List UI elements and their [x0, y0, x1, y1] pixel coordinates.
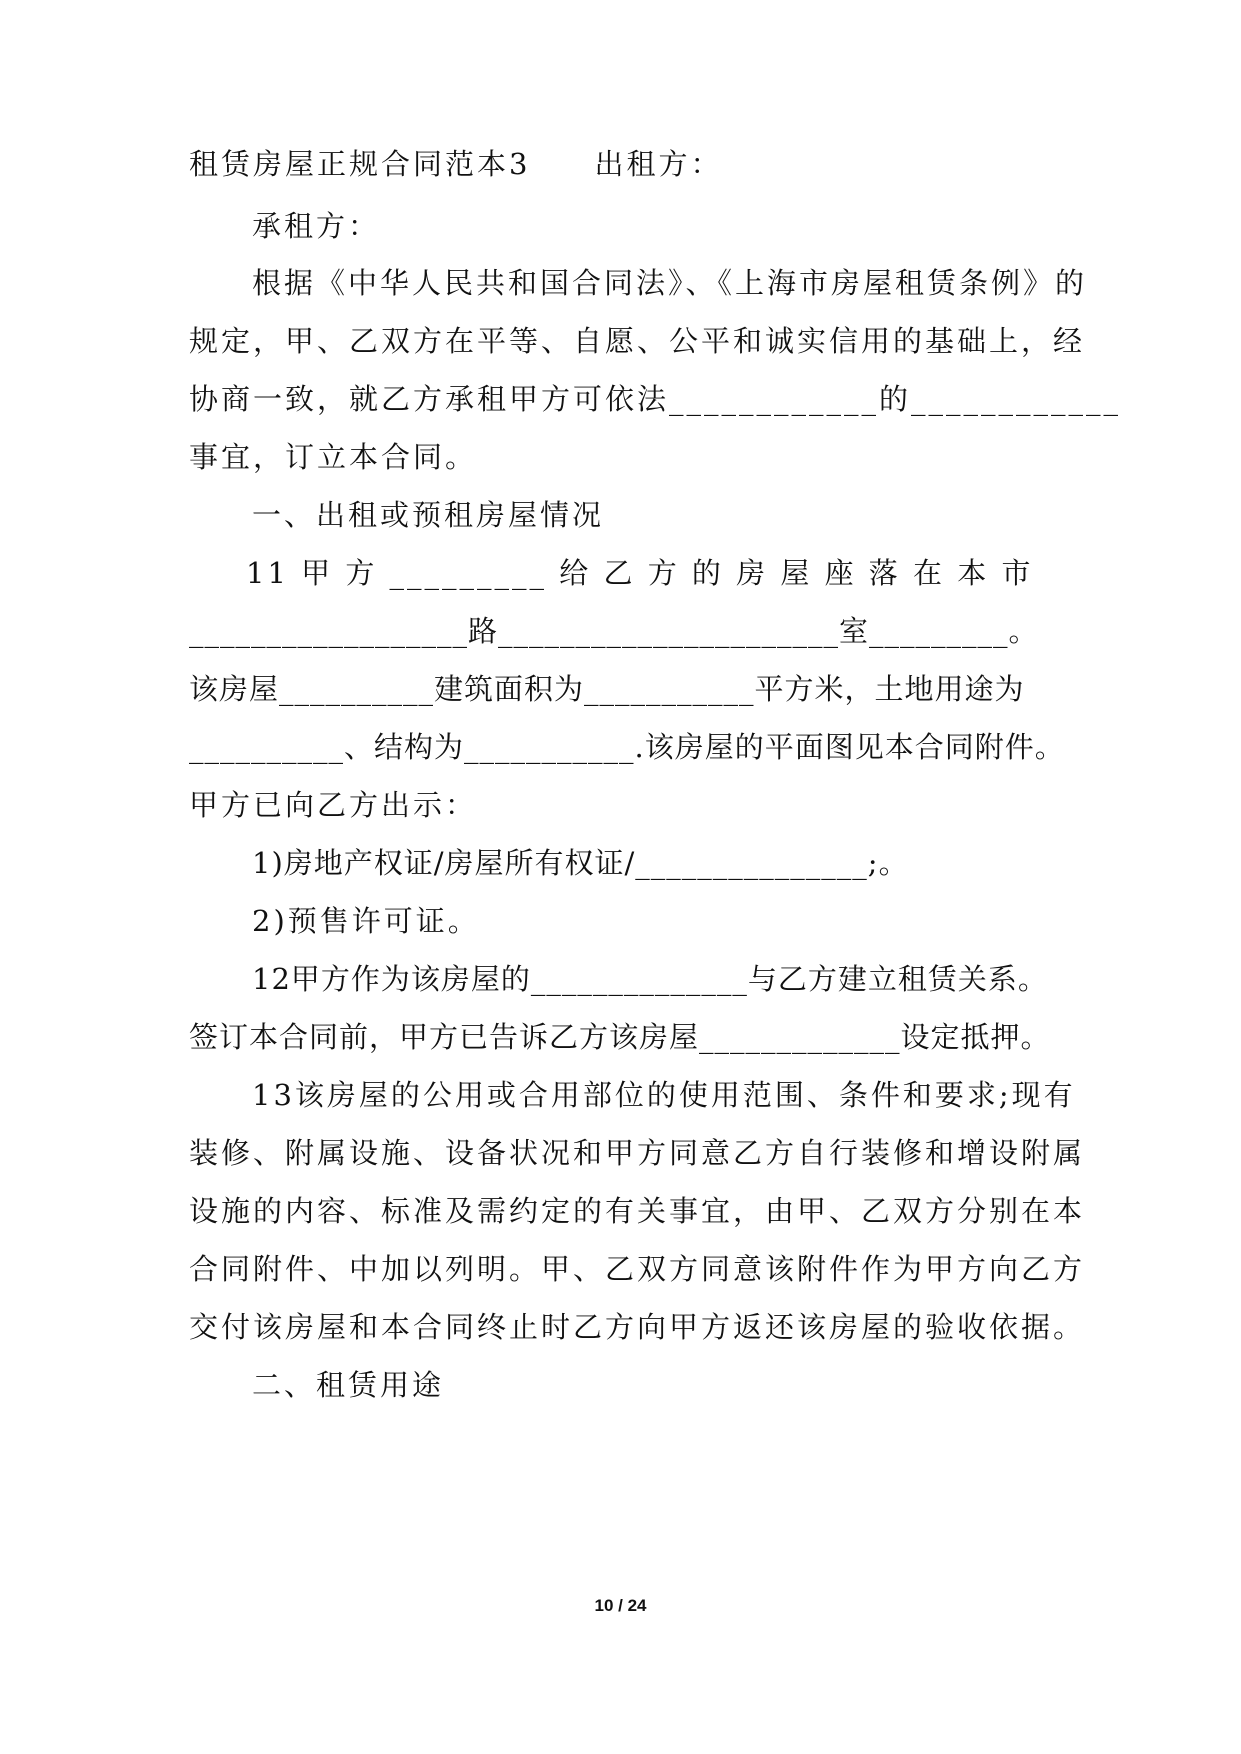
- address-line: __________________路______________________室_________。: [189, 614, 1039, 648]
- paragraph-line: 签订本合同前，甲方已告诉乙方该房屋_____________设定抵押。: [189, 1020, 1051, 1054]
- clause-13-line: 13该房屋的公用或合用部位的使用范围、条件和要求;现有: [252, 1078, 1076, 1112]
- paragraph-line: 交付该房屋和本合同终止时乙方向甲方返还该房屋的验收依据。: [189, 1310, 1086, 1344]
- paragraph-line: 装修、附属设施、设备状况和甲方同意乙方自行装修和增设附属: [189, 1136, 1086, 1170]
- paragraph-line: 协商一致，就乙方承租甲方可依法____________的____________: [189, 382, 1122, 416]
- lessee-label: 承租方：: [252, 209, 381, 243]
- paragraph-line: 规定，甲、乙双方在平等、自愿、公平和诚实信用的基础上，经: [189, 324, 1086, 358]
- paragraph-line: 事宜，订立本合同。: [189, 440, 478, 474]
- list-item: 1)房地产权证/房屋所有权证/_______________;。: [252, 846, 909, 880]
- section-heading-2: 二、租赁用途: [252, 1368, 445, 1402]
- paragraph-line: 合同附件、中加以列明。甲、乙双方同意该附件作为甲方向乙方: [189, 1252, 1086, 1286]
- paragraph-line: 甲方已向乙方出示：: [189, 788, 478, 822]
- paragraph-line: 设施的内容、标准及需约定的有关事宜，由甲、乙双方分别在本: [189, 1194, 1086, 1228]
- paragraph-line: 该房屋__________建筑面积为___________平方米，土地用途为: [189, 672, 1025, 706]
- paragraph-line: 根据《中华人民共和国合同法》、《上海市房屋租赁条例》的: [252, 266, 1088, 300]
- page-number: 10 / 24: [594, 1596, 647, 1615]
- section-heading-1: 一、出租或预租房屋情况: [252, 498, 605, 532]
- paragraph-line: __________、结构为___________.该房屋的平面图见本合同附件。: [189, 730, 1065, 764]
- clause-11-line: 11 甲 方 _________ 给 乙 方 的 房 屋 座 落 在 本 市: [246, 556, 1034, 590]
- contract-title-line: 租赁房屋正规合同范本3 出租方：: [189, 147, 723, 181]
- list-item: 2)预售许可证。: [252, 904, 480, 938]
- clause-12-line: 12甲方作为该房屋的______________与乙方建立租赁关系。: [252, 962, 1048, 996]
